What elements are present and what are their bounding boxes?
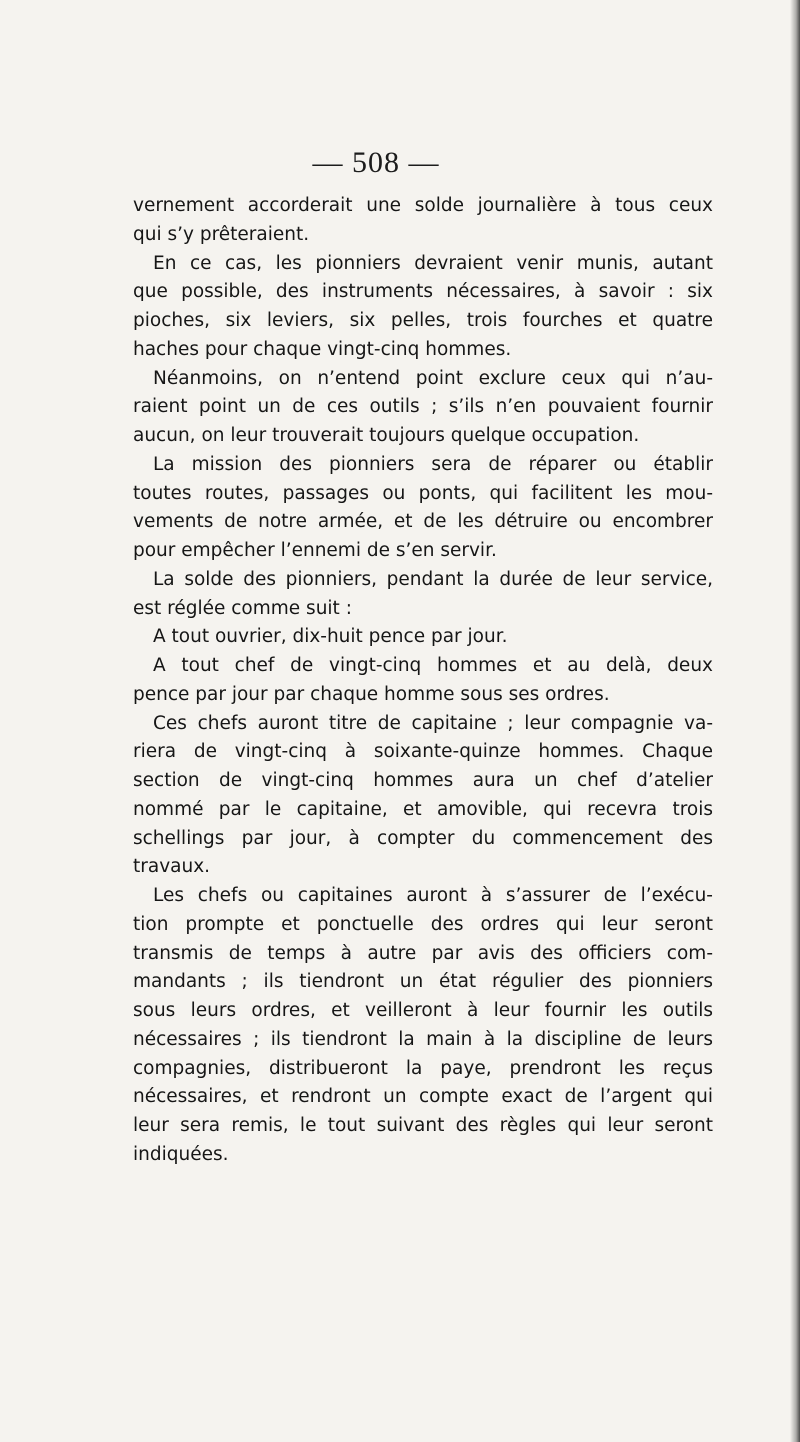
text-line: raient point un de ces outils ; s’ils n’en pouvaient fournir bbox=[133, 396, 713, 418]
text-line: mandants ; ils tiendront un état régulier des pionniers bbox=[133, 971, 713, 993]
text-line: aucun, on leur trouverait toujours quelque occupation. bbox=[133, 425, 640, 446]
text-line: sous leurs ordres, et veilleront à leur fournir les outils bbox=[133, 1000, 713, 1021]
page-number: — 508 — bbox=[312, 146, 440, 179]
text-line: La mission des pionniers sera de réparer ou établir bbox=[153, 453, 713, 475]
text-line: En ce cas, les pionniers devraient venir munis, autant bbox=[153, 252, 713, 274]
text-line: travaux. bbox=[133, 856, 211, 878]
text-line: A tout ouvrier, dix-huit pence par jour. bbox=[153, 626, 508, 648]
page-edge-shadow bbox=[790, 0, 800, 1442]
text-line: nommé par le capitaine, et amovible, qui recevra trois bbox=[133, 798, 713, 820]
text-line: que possible, des instruments nécessaires, à savoir : six bbox=[133, 281, 713, 303]
text-line: La solde des pionniers, pendant la durée de leur service, bbox=[153, 568, 713, 590]
text-line: nécessaires ; ils tiendront la main à la discipline de leurs bbox=[133, 1028, 713, 1050]
text-line: tion prompte et ponctuelle des ordres qui leur seront bbox=[133, 913, 713, 935]
text-line: leur sera remis, le tout suivant des règles qui leur seront bbox=[133, 1115, 713, 1136]
text-line: pour empêcher l’ennemi de s’en servir. bbox=[133, 540, 497, 561]
text-line: Ces chefs auront titre de capitaine ; leur compagnie va- bbox=[153, 712, 713, 734]
text-line: vements de notre armée, et de les détruire ou encombrer bbox=[133, 511, 713, 533]
text-line: nécessaires, et rendront un compte exact de l’argent qui bbox=[133, 1086, 713, 1108]
text-line: vernement accorderait une solde journalière à tous ceux bbox=[133, 195, 713, 216]
text-line: indiquées. bbox=[133, 1143, 229, 1165]
text-line: qui s’y prêteraient. bbox=[133, 223, 310, 245]
text-line: est réglée comme suit : bbox=[133, 597, 352, 619]
text-line: Les chefs ou capitaines auront à s’assurer de l’exécu- bbox=[153, 885, 713, 906]
text-line: compagnies, distribueront la paye, prendront les reçus bbox=[133, 1057, 713, 1079]
text-line: haches pour chaque vingt-cinq hommes. bbox=[133, 338, 512, 360]
text-line: Néanmoins, on n’entend point exclure ceux qui n’au- bbox=[153, 367, 713, 389]
text-line: toutes routes, passages ou ponts, qui facilitent les mou- bbox=[133, 482, 713, 504]
text-line: transmis de temps à autre par avis des officiers com- bbox=[133, 942, 713, 964]
body-text bbox=[133, 192, 713, 1170]
text-line: pence par jour par chaque homme sous ses ordres. bbox=[133, 683, 610, 705]
text-line: section de vingt-cinq hommes aura un chef d’atelier bbox=[133, 770, 713, 791]
text-line: schellings par jour, à compter du commencement des bbox=[133, 827, 713, 849]
text-line: pioches, six leviers, six pelles, trois fourches et quatre bbox=[133, 310, 713, 331]
text-line: riera de vingt-cinq à soixante-quinze hommes. Chaque bbox=[133, 741, 713, 763]
text-line: A tout chef de vingt-cinq hommes et au delà, deux bbox=[153, 655, 713, 676]
